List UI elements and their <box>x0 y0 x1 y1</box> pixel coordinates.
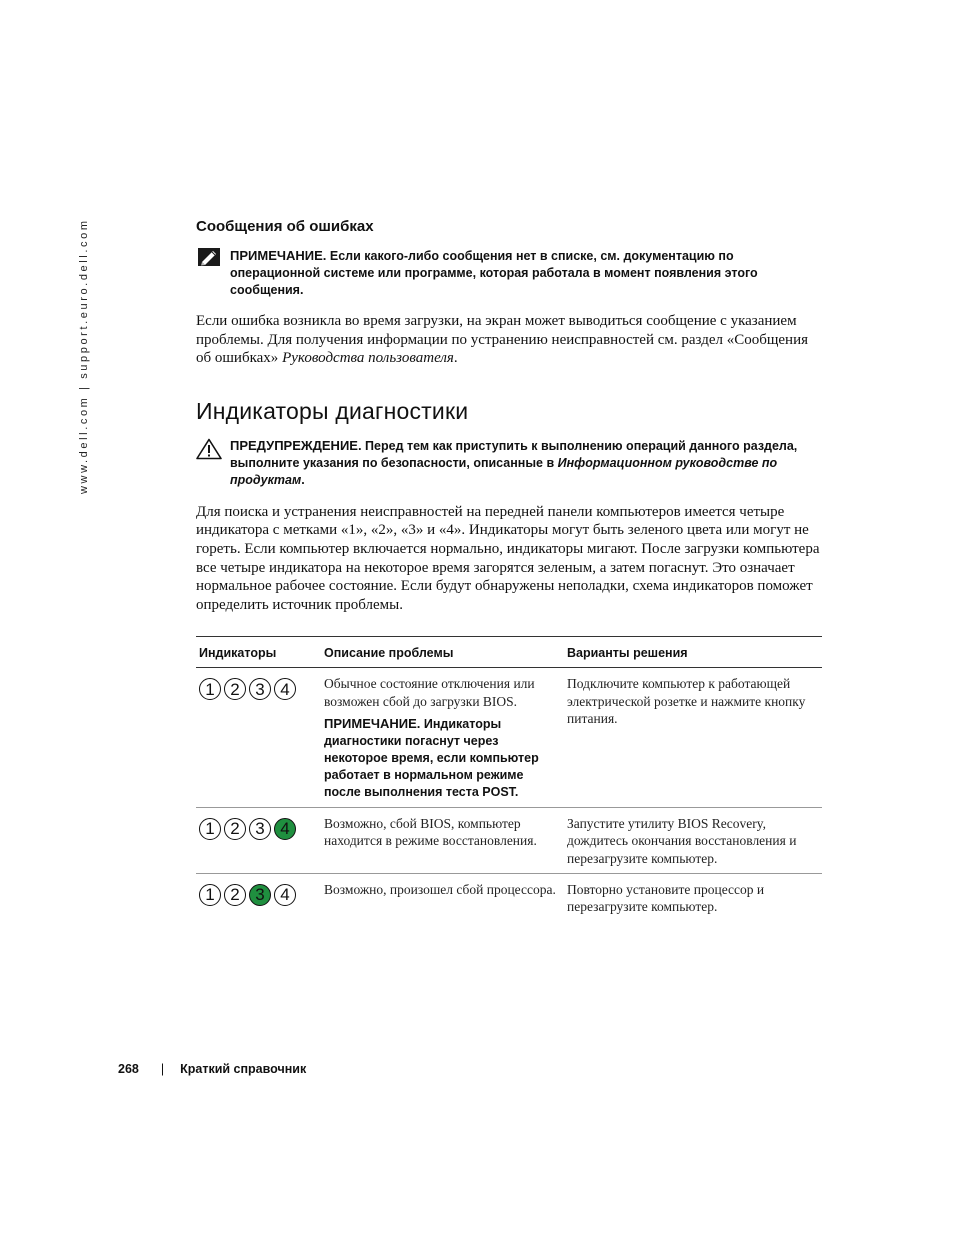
errors-note <box>196 247 822 299</box>
diagnostics-warning: ПРЕДУПРЕЖДЕНИЕ. Перед тем как приступить к выполнению операций данного раздела, выполните указания по безопасности, описанные в Информационном руководстве по продуктам. <box>196 437 822 489</box>
page-footer <box>118 1062 306 1076</box>
led-2-icon: 2 <box>224 818 246 840</box>
led-2-icon: 2 <box>224 678 246 700</box>
header-description: Описание проблемы <box>321 637 564 668</box>
led-group <box>199 675 317 700</box>
footer-separator: | <box>160 1062 165 1076</box>
table-row <box>196 668 822 808</box>
indicators-cell <box>196 873 321 921</box>
diagnostics-heading: Индикаторы диагностики <box>196 397 469 424</box>
header-solution: Варианты решения <box>564 637 822 668</box>
table-header-row <box>196 637 822 668</box>
description-text: Обычное состояние отключения или возможен сбой до загрузки BIOS. <box>324 676 535 709</box>
led-3-icon: 3 <box>249 818 271 840</box>
led-group <box>199 815 317 840</box>
product-info-guide-ref: Информационном руководстве по продуктам <box>230 455 778 487</box>
row-note <box>324 715 560 801</box>
warning-label: ПРЕДУПРЕЖДЕНИЕ. <box>230 437 362 453</box>
solution-cell: Запустите утилиту BIOS Recovery, дождитесь окончания восстановления и перезагрузите компьютер. <box>564 807 822 873</box>
errors-heading: Сообщения об ошибках <box>196 218 374 235</box>
row-note-label: ПРИМЕЧАНИЕ. <box>324 715 421 731</box>
diagnostics-table <box>196 636 822 921</box>
led-2-icon: 2 <box>224 884 246 906</box>
description-cell: Возможно, сбой BIOS, компьютер находится в режиме восстановления. <box>321 807 564 873</box>
user-guide-ref: Руководства пользователя <box>282 350 454 367</box>
led-1-icon: 1 <box>199 818 221 840</box>
table-row <box>196 807 822 873</box>
led-3-icon: 3 <box>249 678 271 700</box>
errors-paragraph: Если ошибка возникла во время загрузки, на экран может выводиться сообщение с указанием проблемы. Для получения информации по устранению неисправностей см. раздел «Сообщения об ошибках» Руководства пользователя. <box>196 313 809 367</box>
note-text: Если какого-либо сообщения нет в списке, см. документацию по операционной системе или программе, которая работала в момент появления этого сообщения. <box>230 249 758 297</box>
description-cell: Возможно, произошел сбой процессора. <box>324 881 556 897</box>
warning-triangle-icon <box>196 438 222 460</box>
solution-cell: Повторно установите процессор и перезагрузите компьютер. <box>567 881 765 915</box>
table-row <box>196 873 822 921</box>
page-number: 268 <box>118 1062 139 1076</box>
note-label: ПРИМЕЧАНИЕ. <box>230 248 327 263</box>
led-3-icon: 3 <box>249 884 271 906</box>
warning-text: Перед тем как приступить к выполнению операций данного раздела, выполните указания по безопасности, описанные в <box>230 438 798 470</box>
led-4-icon: 4 <box>274 678 296 700</box>
led-4-icon: 4 <box>274 884 296 906</box>
header-indicators: Индикаторы <box>196 637 321 668</box>
led-4-icon: 4 <box>274 818 296 840</box>
pencil-note-icon <box>198 248 220 266</box>
led-1-icon: 1 <box>199 678 221 700</box>
led-group <box>199 881 317 906</box>
indicators-cell <box>196 668 321 808</box>
indicators-cell <box>196 807 321 873</box>
row-note-text: Индикаторы диагностики погаснут через некоторое время, если компьютер работает в нормальном режиме после выполнения теста POST. <box>324 716 539 799</box>
description-cell <box>321 668 564 808</box>
sidebar-url: www.dell.com | support.euro.dell.com <box>78 218 90 494</box>
page-content <box>196 218 822 921</box>
footer-title: Краткий справочник <box>180 1062 307 1076</box>
solution-cell: Подключите компьютер к работающей электрической розетке и нажмите кнопку питания. <box>564 668 822 808</box>
diagnostics-paragraph: Для поиска и устранения неисправностей на передней панели компьютеров имеется четыре индикатора с метками «1», «2», «3» и «4». Индикаторы могут быть зеленого цвета или могут не гореть. Если компьютер включается нормально, индикаторы мигают. После загрузки компьютера все четыре индикатора на некоторое время загорятся зеленым, а затем погаснут. Это означает нормальное рабочее состояние. Если будут обнаружены неполадки, схема индикаторов поможет определить источник проблемы. <box>196 503 820 613</box>
led-1-icon: 1 <box>199 884 221 906</box>
